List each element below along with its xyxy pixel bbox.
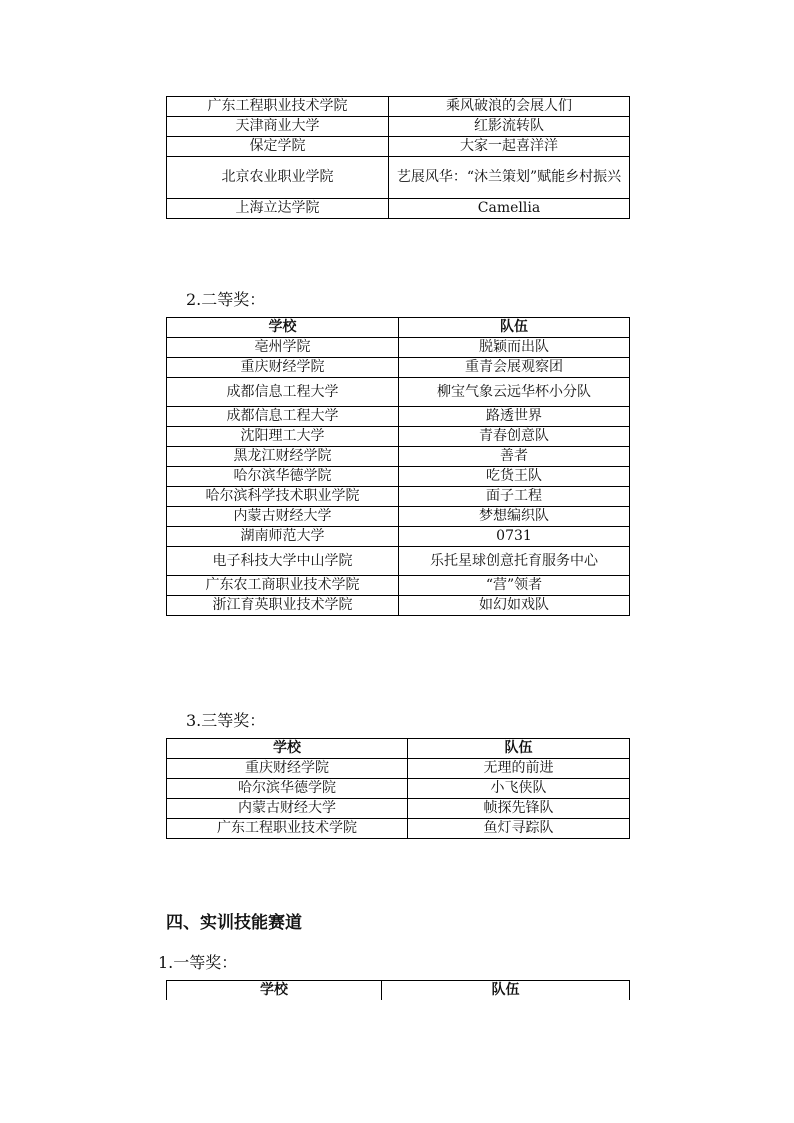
team-cell: Camellia xyxy=(389,199,630,219)
team-cell: 帧探先锋队 xyxy=(408,799,630,819)
table-row xyxy=(167,407,630,427)
header-team: 队伍 xyxy=(382,981,630,1001)
team-cell: 路透世界 xyxy=(399,407,630,427)
team-cell: 吃货王队 xyxy=(399,467,630,487)
team-cell: 梦想编织队 xyxy=(399,507,630,527)
table-row xyxy=(167,507,630,527)
table-row xyxy=(167,527,630,547)
team-cell: 大家一起喜洋洋 xyxy=(389,137,630,157)
team-cell: 脱颖而出队 xyxy=(399,338,630,358)
school-cell: 北京农业职业学院 xyxy=(167,157,389,199)
school-cell: 广东农工商职业技术学院 xyxy=(167,576,399,596)
header-school: 学校 xyxy=(167,739,408,759)
school-cell: 成都信息工程大学 xyxy=(167,407,399,427)
team-cell: 面子工程 xyxy=(399,487,630,507)
school-cell: 亳州学院 xyxy=(167,338,399,358)
table-row xyxy=(167,117,630,137)
school-cell: 上海立达学院 xyxy=(167,199,389,219)
school-cell: 沈阳理工大学 xyxy=(167,427,399,447)
table-row xyxy=(167,819,630,839)
team-cell: 如幻如戏队 xyxy=(399,596,630,616)
team-cell: 乐托星球创意托育服务中心 xyxy=(399,547,630,576)
school-cell: 湖南师范大学 xyxy=(167,527,399,547)
school-cell: 哈尔滨科学技术职业学院 xyxy=(167,487,399,507)
header-team: 队伍 xyxy=(399,318,630,338)
table-row xyxy=(167,467,630,487)
team-cell: 红影流转队 xyxy=(389,117,630,137)
table-body xyxy=(167,338,630,616)
second-prize-heading: 2.二等奖： xyxy=(186,290,266,309)
school-cell: 电子科技大学中山学院 xyxy=(167,547,399,576)
team-cell: 小飞侠队 xyxy=(408,779,630,799)
school-cell: 天津商业大学 xyxy=(167,117,389,137)
table-row xyxy=(167,596,630,616)
school-cell: 哈尔滨华德学院 xyxy=(167,779,408,799)
team-cell: “营”领者 xyxy=(399,576,630,596)
section-title: 四、实训技能赛道 xyxy=(166,913,302,933)
table-row xyxy=(167,547,630,576)
first-prize-heading: 1.一等奖： xyxy=(158,953,238,972)
table-row xyxy=(167,338,630,358)
school-cell: 哈尔滨华德学院 xyxy=(167,467,399,487)
school-cell: 内蒙古财经大学 xyxy=(167,507,399,527)
school-cell: 内蒙古财经大学 xyxy=(167,799,408,819)
table-row xyxy=(167,97,630,117)
team-cell: 无理的前进 xyxy=(408,759,630,779)
table-row xyxy=(167,157,630,199)
school-cell: 黑龙江财经学院 xyxy=(167,447,399,467)
school-cell: 浙江育英职业技术学院 xyxy=(167,596,399,616)
team-cell: 0731 xyxy=(399,527,630,547)
third-prize-table xyxy=(166,738,630,839)
header-school: 学校 xyxy=(167,318,399,338)
table-row xyxy=(167,779,630,799)
second-prize-table xyxy=(166,317,630,616)
third-prize-heading: 3.三等奖： xyxy=(186,711,266,730)
table-body xyxy=(167,759,630,839)
school-cell: 重庆财经学院 xyxy=(167,358,399,378)
team-cell: 艺展风华：“沐兰策划”赋能乡村振兴 xyxy=(389,157,630,199)
team-cell: 柳宝气象云远华杯小分队 xyxy=(399,378,630,407)
first-prize-table-continued xyxy=(166,96,630,219)
table-header-row xyxy=(167,981,630,1001)
table-row xyxy=(167,199,630,219)
school-cell: 成都信息工程大学 xyxy=(167,378,399,407)
table-row xyxy=(167,137,630,157)
table-row xyxy=(167,576,630,596)
team-cell: 青春创意队 xyxy=(399,427,630,447)
table-row xyxy=(167,487,630,507)
header-team: 队伍 xyxy=(408,739,630,759)
table-row xyxy=(167,378,630,407)
table-row xyxy=(167,358,630,378)
team-cell: 重青会展观察团 xyxy=(399,358,630,378)
training-first-prize-table xyxy=(166,980,630,1000)
table-row xyxy=(167,759,630,779)
table-row xyxy=(167,799,630,819)
table-header-row xyxy=(167,739,630,759)
school-cell: 广东工程职业技术学院 xyxy=(167,819,408,839)
school-cell: 保定学院 xyxy=(167,137,389,157)
team-cell: 善者 xyxy=(399,447,630,467)
table-header-row xyxy=(167,318,630,338)
header-school: 学校 xyxy=(167,981,382,1001)
team-cell: 鱼灯寻踪队 xyxy=(408,819,630,839)
school-cell: 重庆财经学院 xyxy=(167,759,408,779)
table-row xyxy=(167,427,630,447)
table-body xyxy=(167,97,630,219)
school-cell: 广东工程职业技术学院 xyxy=(167,97,389,117)
team-cell: 乘风破浪的会展人们 xyxy=(389,97,630,117)
table-row xyxy=(167,447,630,467)
